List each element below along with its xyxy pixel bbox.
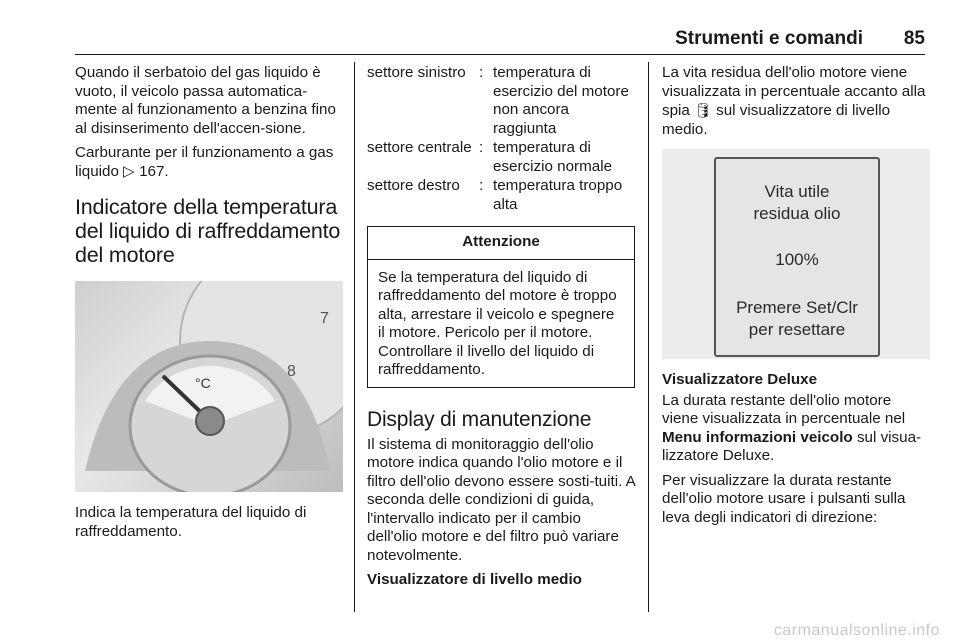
- column-1: [75, 64, 343, 547]
- menu-name: Menu informazioni veicolo: [662, 428, 853, 446]
- svg-text:8: 8: [287, 363, 296, 380]
- oil-can-icon: 🛢: [694, 102, 712, 118]
- definition-row: settore destro : temperatura troppo alta: [367, 177, 623, 213]
- arrow-ref-icon: ▷: [123, 162, 135, 180]
- section-heading: Display di manutenzione: [367, 407, 592, 431]
- definition-row: settore centrale : temperatura di esercizio normale: [367, 139, 613, 175]
- column-3: [662, 64, 930, 533]
- attention-title: Attenzione: [368, 227, 634, 260]
- paragraph: La vita residua dell'olio motore viene visualizzata in percentuale accanto alla spia 🛢 sul visualizzatore di livello medio.: [662, 64, 926, 138]
- column-divider: [354, 62, 355, 612]
- paragraph: Per visualizzare la durata restante dell'olio motore usare i pulsanti sulla leva degli indicatori di direzione:: [662, 471, 906, 526]
- display-line: Premere Set/Clr: [736, 298, 858, 317]
- svg-text:7: 7: [320, 310, 329, 327]
- attention-body: Se la temperatura del liquido di raffreddamento del motore è troppo alta, arrestare il veicolo e spegnere il motore. Pericolo per il motore. Controllare il livello del liquido di raffreddamento.: [378, 268, 617, 378]
- section-title: Strumenti e comandi: [675, 28, 863, 49]
- watermark: carmanualsonline.info: [773, 622, 940, 639]
- page-reference-link[interactable]: 167.: [139, 162, 169, 180]
- subheading: Visualizzatore di livello medio: [367, 571, 582, 588]
- oil-life-screen: [714, 157, 880, 357]
- paragraph: La durata restante dell'olio motore viene visualizzata in percentuale nel Menu informazioni veicolo sul visua-lizzatore Deluxe.: [662, 391, 922, 464]
- subheading: Visualizzatore Deluxe: [662, 371, 818, 388]
- definition-row: settore sinistro : temperatura di esercizio del motore non ancora raggiunta: [367, 64, 629, 137]
- display-line: per resettare: [748, 320, 846, 339]
- paragraph: Quando il serbatoio del gas liquido è vuoto, il veicolo passa automatica-mente al funzionamento a benzina fino al disinserimento dell'accen-sione.: [75, 64, 336, 137]
- page-number: 85: [903, 28, 925, 49]
- display-line: Vita utile: [764, 182, 830, 201]
- column-divider: [648, 62, 649, 612]
- coolant-gauge-photo: [75, 281, 343, 492]
- oil-life-display-image: [662, 149, 930, 359]
- image-caption: Indica la temperatura del liquido di raffreddamento.: [75, 504, 307, 540]
- paragraph: Il sistema di monitoraggio dell'olio motore indica quando l'olio motore e il filtro dell'olio devono essere sosti-tuiti. A seconda delle condizioni di guida, l'intervallo indicato per il cambio dell'olio motore e del filtro può variare notevolmente.: [367, 435, 635, 564]
- section-heading: Indicatore della temperatura del liquido di raffreddamento del motore: [75, 195, 341, 267]
- paragraph: Carburante per il funzionamento a gas liquido ▷ 167.: [75, 144, 334, 180]
- attention-box: [367, 226, 635, 388]
- display-percentage: 100%: [775, 250, 819, 269]
- gauge-unit-label: °C: [195, 375, 211, 391]
- display-line: residua olio: [753, 204, 841, 223]
- page-header: [75, 26, 925, 55]
- column-2: [367, 64, 635, 596]
